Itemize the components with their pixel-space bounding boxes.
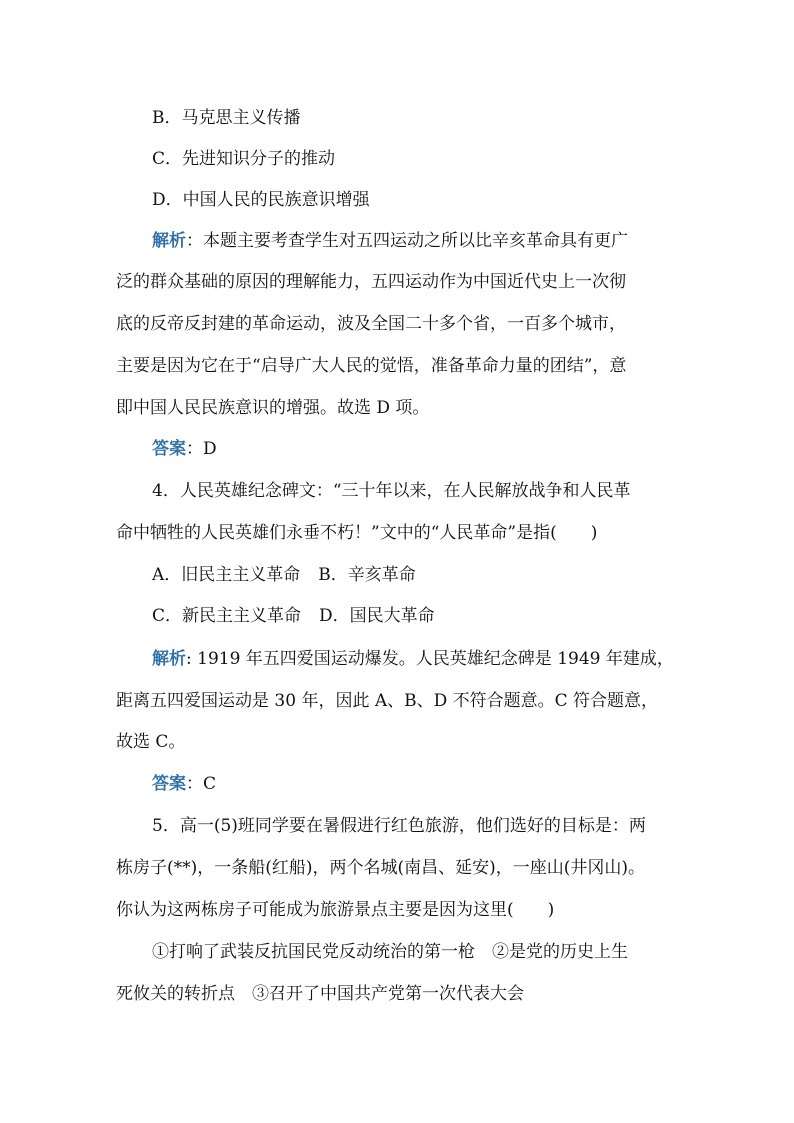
- answer-q4: [152, 773, 216, 795]
- option-d: [152, 189, 370, 211]
- question-5-line: 5．高一(5)班同学要在暑假进行红色旅游，他们选好的目标是：两: [152, 816, 646, 836]
- analysis-q3-line: 泛的群众基础的原因的理解能力，五四运动作为中国近代史上一次彻: [116, 272, 626, 292]
- analysis-q4-line: 故选 C。: [116, 732, 186, 752]
- option-text: 中国人民的民族意识增强: [182, 190, 370, 210]
- option-letter: C．: [152, 149, 183, 169]
- question-5-line: 栋房子(**)，一条船(红船)，两个名城(南昌、延安)，一座山(井冈山)。: [116, 858, 646, 878]
- question-4-options-row: [152, 605, 435, 627]
- analysis-q4-line: 解析: 1919 年五四爱国运动爆发。人民英雄纪念碑是 1949 年建成，: [152, 649, 674, 669]
- option-letter: B．: [152, 108, 182, 128]
- analysis-label: 解析: [152, 649, 186, 669]
- question-4-line: 4．人民英雄纪念碑文：“三十年以来，在人民解放战争和人民革: [152, 481, 631, 501]
- answer-label: 答案: [152, 439, 186, 459]
- question-4-line: 命中牺牲的人民英雄们永垂不朽！”文中的“人民革命”是指( ): [116, 523, 598, 543]
- question-5-statement: ①打响了武装反抗国民党反动统治的第一枪 ②是党的历史上生: [152, 942, 628, 962]
- question-4-options-row: [152, 564, 416, 586]
- analysis-q4-line: 距离五四爱国运动是 30 年，因此 A、B、D 不符合题意。C 符合题意，: [116, 691, 659, 711]
- question-5-line: 你认为这两栋房子可能成为旅游景点主要是因为这里( ): [116, 900, 555, 920]
- analysis-q3-line: 底的反帝反封建的革命运动，波及全国二十多个省，一百多个城市，: [116, 314, 626, 334]
- option-c: [152, 148, 335, 170]
- analysis-label: 解析: [152, 231, 186, 251]
- option-d: D．国民大革命: [319, 606, 435, 626]
- analysis-q3-line: 主要是因为它在于“启导广大人民的觉悟，准备革命力量的团结”，意: [116, 356, 627, 376]
- question-5-statement: 死攸关的转折点 ③召开了中国共产党第一次代表大会: [116, 984, 524, 1004]
- option-b: B．辛亥革命: [318, 565, 416, 585]
- answer-q3: [152, 438, 217, 460]
- answer-label: 答案: [152, 774, 186, 794]
- option-text: 先进知识分子的推动: [182, 149, 336, 169]
- option-letter: D．: [152, 190, 183, 210]
- analysis-q3-line: 解析：本题主要考查学生对五四运动之所以比辛亥革命具有更广: [152, 231, 628, 251]
- option-a: A．旧民主主义革命: [152, 565, 301, 585]
- option-b: [152, 107, 301, 129]
- analysis-q3-line: 即中国人民民族意识的增强。故选 D 项。: [116, 398, 430, 418]
- answer-value: ：C: [186, 774, 217, 794]
- option-text: 马克思主义传播: [181, 108, 301, 128]
- answer-value: ：D: [186, 439, 217, 459]
- option-c: C．新民主主义革命: [152, 606, 302, 626]
